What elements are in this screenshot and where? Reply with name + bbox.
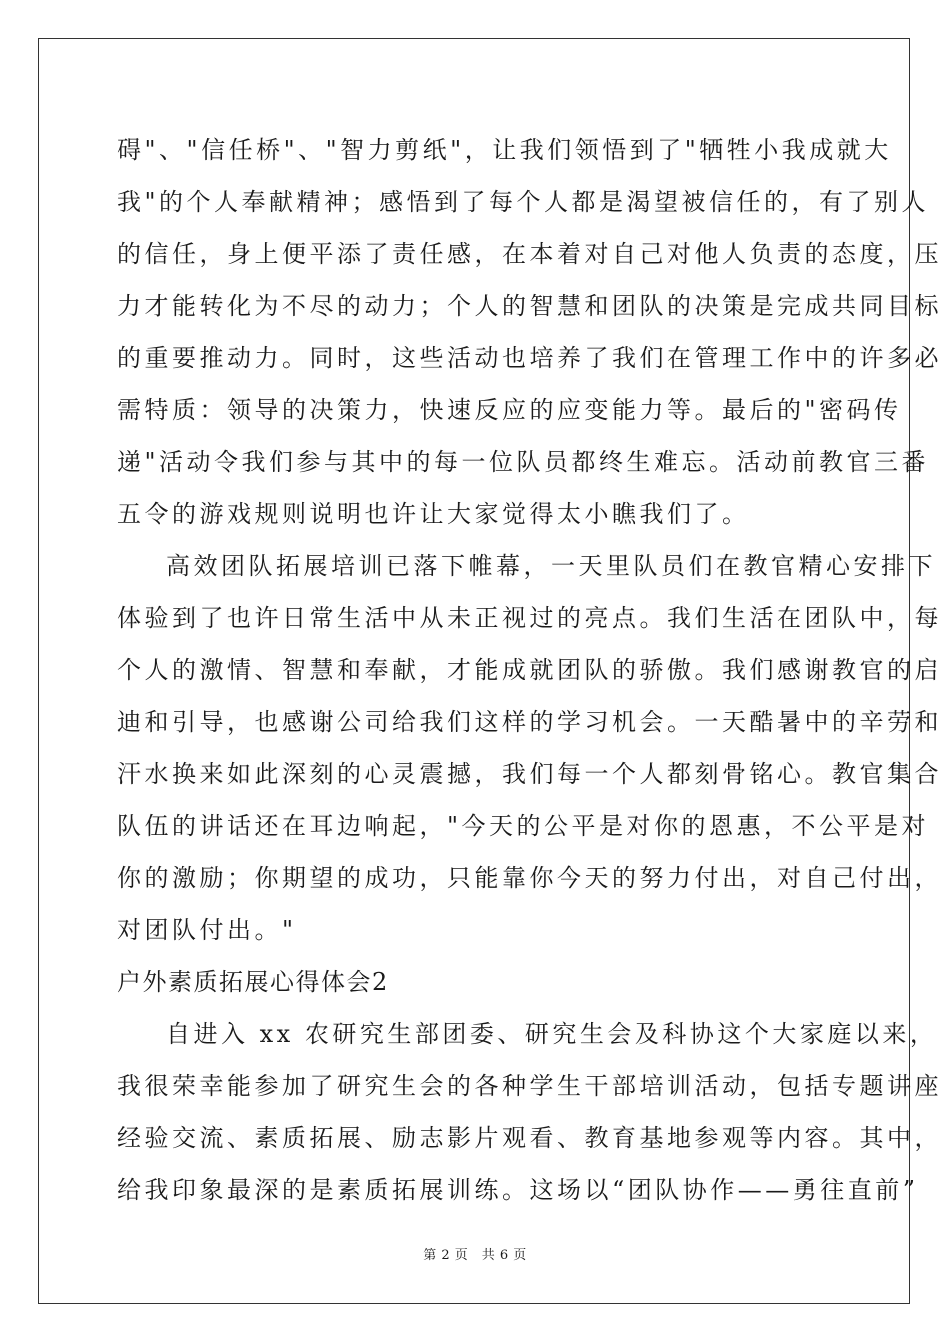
text-line: 的重要推动力。同时，这些活动也培养了我们在管理工作中的许多必: [117, 344, 942, 372]
paragraph-first-line: 自进入 xx 农研究生部团委、研究生会及科协这个大家庭以来，: [166, 1020, 938, 1048]
text-line: 我很荣幸能参加了研究生会的各种学生干部培训活动，包括专题讲座: [117, 1072, 942, 1100]
text-line: 给我印象最深的是素质拓展训练。这场以“团队协作——勇往直前”: [117, 1176, 919, 1204]
text-line: 我"的个人奉献精神；感悟到了每个人都是渴望被信任的，有了别人: [117, 188, 930, 216]
text-line: 个人的激情、智慧和奉献，才能成就团队的骄傲。我们感谢教官的启: [117, 656, 942, 684]
text-line: 汗水换来如此深刻的心灵震撼，我们每一个人都刻骨铭心。教官集合: [117, 760, 942, 788]
text-line: 对团队付出。": [117, 916, 297, 944]
text-line: 队伍的讲话还在耳边响起，"今天的公平是对你的恩惠，不公平是对: [117, 812, 930, 840]
text-line: 递"活动令我们参与其中的每一位队员都终生难忘。活动前教官三番: [117, 448, 930, 476]
text-line: 你的激励；你期望的成功，只能靠你今天的努力付出，对自己付出，: [117, 864, 942, 892]
text-line: 的信任，身上便平添了责任感，在本着对自己对他人负责的态度，压: [117, 240, 942, 268]
text-line: 力才能转化为不尽的动力；个人的智慧和团队的决策是完成共同目标: [117, 292, 942, 320]
page-number-footer: 第 2 页 共 6 页: [423, 1248, 527, 1263]
text-line: 碍"、"信任桥"、"智力剪纸"，让我们领悟到了"牺牲小我成就大: [117, 136, 892, 164]
text-line: 五令的游戏规则说明也许让大家觉得太小瞧我们了。: [117, 500, 750, 528]
text-line: 迪和引导，也感谢公司给我们这样的学习机会。一天酷暑中的辛劳和: [117, 708, 942, 736]
text-line: 经验交流、素质拓展、励志影片观看、教育基地参观等内容。其中，: [117, 1124, 942, 1152]
text-line: 需特质：领导的决策力，快速反应的应变能力等。最后的"密码传: [117, 396, 902, 424]
section-heading: 户外素质拓展心得体会2: [117, 968, 389, 996]
paragraph-first-line: 高效团队拓展培训已落下帷幕，一天里队员们在教官精心安排下: [166, 552, 936, 580]
text-line: 体验到了也许日常生活中从未正视过的亮点。我们生活在团队中，每: [117, 604, 942, 632]
